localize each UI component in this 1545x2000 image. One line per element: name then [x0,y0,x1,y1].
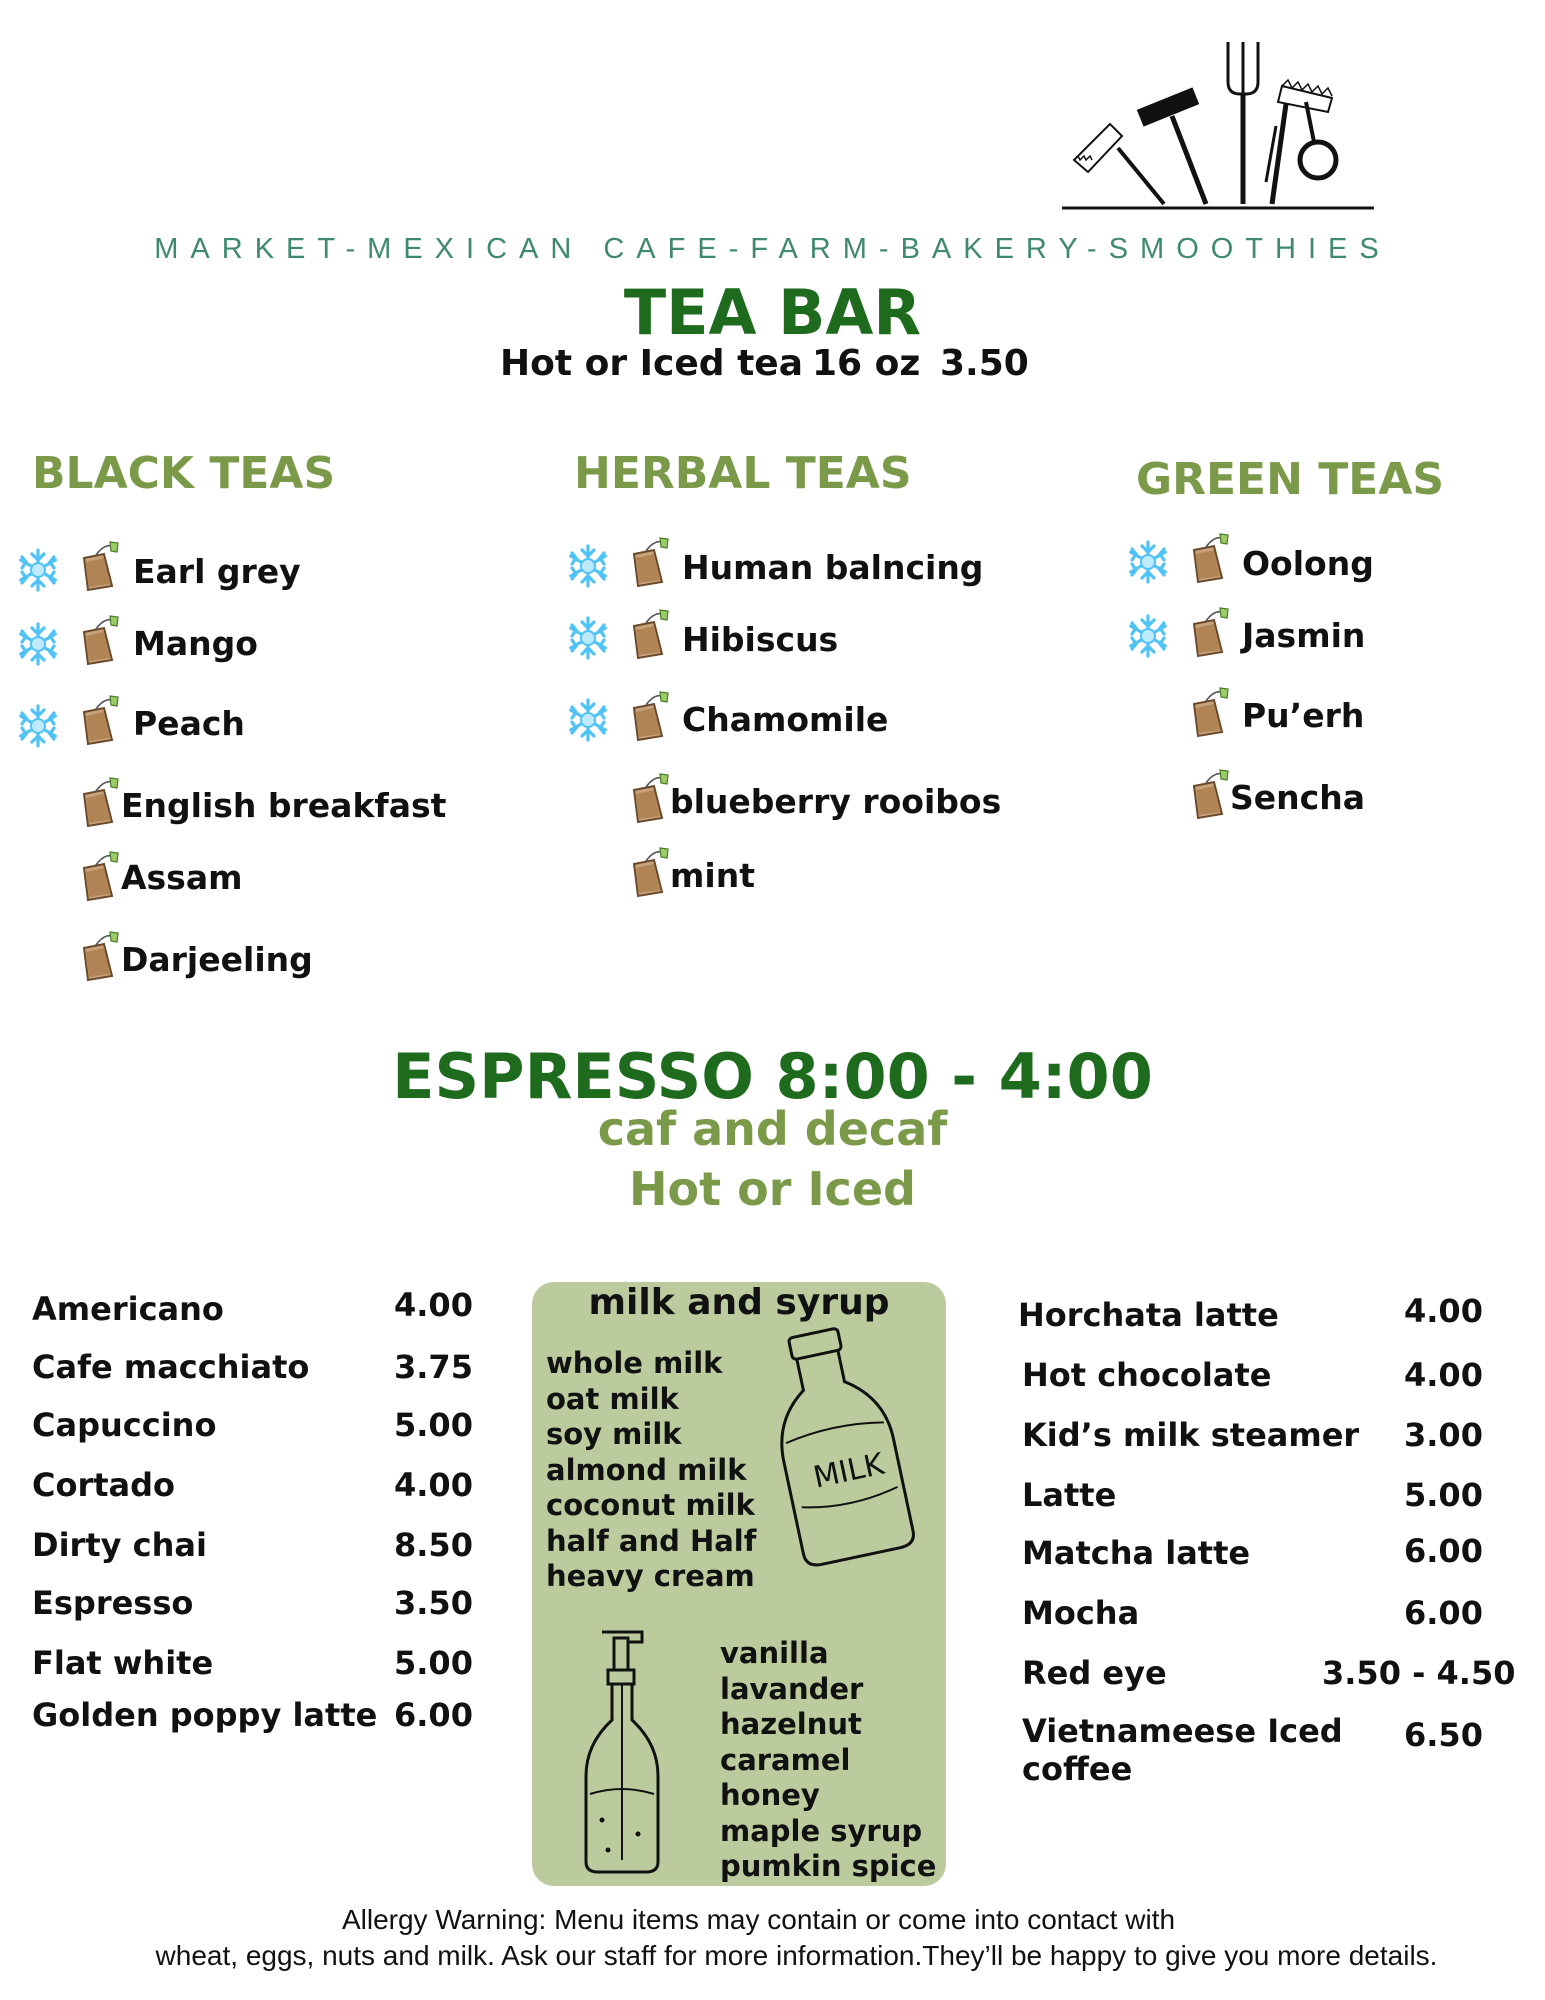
tea-subtitle-price: 3.50 [940,343,1029,384]
tea-item: Sencha [1230,778,1365,817]
espresso-subtitle-caf: caf and decaf [597,1102,948,1156]
milk-bottle-label: MILK [810,1446,888,1496]
allergy-warning-line2: wheat, eggs, nuts and milk. Ask our staff for more information.They’ll be happy to give you more details. [155,1940,1438,1971]
menu-item-price: 3.00 [1404,1416,1483,1454]
tea-subtitle-type: Hot or Iced tea [500,343,803,384]
menu-item-price: 3.50 [394,1584,473,1622]
snowflake-icon [1126,540,1170,584]
menu-item-price: 6.50 [1404,1716,1483,1754]
tea-bag-icon [620,536,670,588]
tea-subtitle-size: 16 oz [812,343,921,384]
milk-option: whole milk [546,1346,723,1380]
menu-item-price: 4.00 [394,1466,473,1504]
menu-item-name: Espresso [32,1584,194,1622]
menu-item-name: Flat white [32,1644,214,1682]
milk-option: coconut milk [546,1488,755,1522]
tea-bag-icon [70,776,120,828]
tea-bag-icon [620,608,670,660]
green-teas-heading: GREEN TEAS [1136,454,1445,505]
milk-list [546,1346,756,1595]
menu-item-price: 4.00 [1404,1356,1483,1394]
tea-bar-title: TEA BAR [623,276,922,349]
tea-item: English breakfast [121,786,447,825]
menu-item-name: Kid’s milk steamer [1022,1416,1360,1454]
snowflake-icon [566,698,610,742]
allergy-warning-line1: Allergy Warning: Menu items may contain or come into contact with [341,1904,1176,1935]
herbal-teas-heading: HERBAL TEAS [574,448,912,499]
menu-item-name: Cortado [32,1466,176,1504]
menu-item-name: Capuccino [32,1406,217,1444]
tea-bag-icon [1180,606,1230,658]
garden-tools-logo [1060,32,1380,212]
menu-item-price: 6.00 [394,1696,473,1734]
syrup-bottle-icon [572,1624,682,1878]
tea-bag-icon [620,772,670,824]
tea-bag-icon [70,614,120,666]
tea-bag-icon [70,930,120,982]
snowflake-icon [16,622,60,666]
espresso-subtitle-hot-iced: Hot or Iced [629,1162,916,1216]
snowflake-icon [566,616,610,660]
menu-item-price: 8.50 [394,1526,473,1564]
menu-item-price: 6.00 [1404,1594,1483,1632]
milk-option: oat milk [546,1381,679,1416]
tea-bag-icon [1180,768,1230,820]
tea-item: Pu’erh [1242,696,1365,735]
tagline: MARKET-MEXICAN CAFE-FARM-BAKERY-SMOOTHIES [154,233,1391,265]
tea-item: Assam [121,858,243,897]
tea-bag-icon [1180,686,1230,738]
tea-item: Oolong [1242,544,1374,583]
syrup-option: lavander [720,1671,864,1706]
milk-option: heavy cream [546,1559,755,1593]
milk-option: half and Half [546,1523,757,1558]
menu-item-price: 3.50 - 4.50 [1322,1654,1516,1692]
tea-item: mint [670,856,755,895]
snowflake-icon [1126,614,1170,658]
tea-bag-icon [70,694,120,746]
tea-bag-icon [70,850,120,902]
menu-item-price: 3.75 [394,1348,473,1386]
tea-item: Darjeeling [121,940,313,979]
menu-item-name: Americano [32,1290,224,1328]
tea-bag-icon [620,846,670,898]
tea-bag-icon [620,690,670,742]
milk-bottle-icon [760,1322,920,1572]
milk-option: almond milk [546,1452,747,1487]
menu-item-name: Dirty chai [32,1526,207,1564]
menu-item-name: Golden poppy latte [32,1696,378,1734]
tea-item: Peach [133,704,245,743]
syrup-option: hazelnut [720,1707,862,1741]
syrup-option: maple syrup [720,1813,923,1848]
menu-item-name: Cafe macchiato [32,1348,310,1386]
syrup-option: pumkin spice [720,1849,937,1883]
tea-item: Mango [133,624,258,663]
snowflake-icon [16,548,60,592]
menu-item-name: Red eye [1022,1654,1167,1692]
tea-item: Jasmin [1242,616,1366,655]
menu-item-name: Horchata latte [1018,1296,1279,1334]
menu-item-name: Matcha latte [1022,1534,1251,1572]
menu-item-price: 4.00 [1404,1292,1483,1330]
milk-syrup-title: milk and syrup [588,1282,890,1323]
milk-option: soy milk [546,1417,682,1451]
menu-item-price: 6.00 [1404,1532,1483,1570]
snowflake-icon [16,704,60,748]
snowflake-icon [566,544,610,588]
menu-item-price: 5.00 [394,1406,473,1444]
menu-item-name: Latte [1022,1476,1117,1514]
black-teas-heading: BLACK TEAS [32,448,336,499]
tea-item: Earl grey [133,552,301,591]
espresso-title: ESPRESSO 8:00 - 4:00 [392,1040,1153,1113]
tea-bag-icon [1180,532,1230,584]
menu-item-name: Mocha [1022,1594,1140,1632]
menu-item-price: 4.00 [394,1286,473,1324]
syrup-option: caramel [720,1742,851,1777]
menu-item-name: Hot chocolate [1022,1356,1272,1394]
menu-item-price: 5.00 [1404,1476,1483,1514]
tea-item: Chamomile [682,700,889,739]
syrup-option: vanilla [720,1636,829,1670]
tea-item: Human balncing [682,548,984,587]
syrup-list [720,1636,936,1885]
menu-item-name-line2: coffee [1022,1750,1133,1788]
menu-item-name: Vietnameese Iced [1022,1712,1343,1750]
tea-item: Hibiscus [682,620,839,659]
menu-item-price: 5.00 [394,1644,473,1682]
tea-item: blueberry rooibos [670,782,1002,821]
tea-bag-icon [70,540,120,592]
syrup-option: honey [720,1778,820,1812]
